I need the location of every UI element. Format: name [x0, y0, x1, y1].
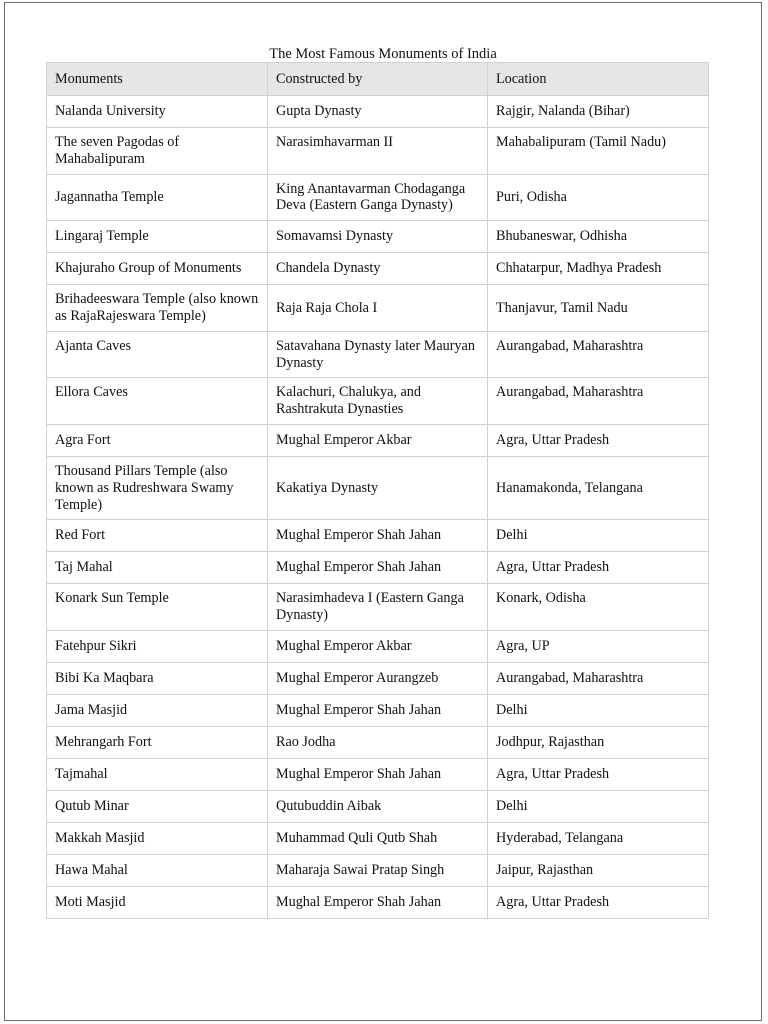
location-cell: Chhatarpur, Madhya Pradesh [488, 253, 709, 285]
page-title: The Most Famous Monuments of India [269, 46, 497, 62]
location-cell: Delhi [488, 790, 709, 822]
constructed-by-cell: Chandela Dynasty [268, 253, 488, 285]
location-cell: Agra, Uttar Pradesh [488, 424, 709, 456]
monument-cell: Khajuraho Group of Monuments [47, 253, 268, 285]
monument-cell: Ellora Caves [47, 378, 268, 425]
monument-cell: Taj Mahal [47, 552, 268, 584]
location-cell: Agra, Uttar Pradesh [488, 758, 709, 790]
monument-cell: Lingaraj Temple [47, 221, 268, 253]
monument-cell: Thousand Pillars Temple (also known as Rudreshwara Swamy Temple) [47, 456, 268, 519]
monuments-table [46, 62, 709, 919]
location-cell: Jaipur, Rajasthan [488, 854, 709, 886]
table-row [47, 424, 709, 456]
monument-cell: Qutub Minar [47, 790, 268, 822]
monument-cell: Mehrangarh Fort [47, 726, 268, 758]
document-page [4, 2, 762, 1021]
table-row [47, 221, 709, 253]
table-row [47, 694, 709, 726]
table-row [47, 96, 709, 128]
constructed-by-cell: Somavamsi Dynasty [268, 221, 488, 253]
constructed-by-cell: Mughal Emperor Shah Jahan [268, 758, 488, 790]
location-cell: Agra, Uttar Pradesh [488, 552, 709, 584]
monument-cell: The seven Pagodas of Mahabalipuram [47, 128, 268, 175]
constructed-by-cell: Kalachuri, Chalukya, and Rashtrakuta Dynasties [268, 378, 488, 425]
table-row [47, 174, 709, 221]
table-row [47, 822, 709, 854]
table-row [47, 886, 709, 918]
constructed-by-cell: Mughal Emperor Shah Jahan [268, 552, 488, 584]
constructed-by-cell: Muhammad Quli Qutb Shah [268, 822, 488, 854]
monument-cell: Fatehpur Sikri [47, 630, 268, 662]
monument-cell: Agra Fort [47, 424, 268, 456]
location-cell: Konark, Odisha [488, 584, 709, 631]
header-monuments: Monuments [47, 63, 268, 96]
constructed-by-cell: Mughal Emperor Shah Jahan [268, 694, 488, 726]
constructed-by-cell: Maharaja Sawai Pratap Singh [268, 854, 488, 886]
table-row [47, 331, 709, 378]
constructed-by-cell: Raja Raja Chola I [268, 285, 488, 332]
constructed-by-cell: Mughal Emperor Akbar [268, 630, 488, 662]
location-cell: Delhi [488, 694, 709, 726]
constructed-by-cell: Mughal Emperor Akbar [268, 424, 488, 456]
location-cell: Agra, Uttar Pradesh [488, 886, 709, 918]
constructed-by-cell: Mughal Emperor Shah Jahan [268, 520, 488, 552]
table-row [47, 128, 709, 175]
monument-cell: Moti Masjid [47, 886, 268, 918]
table-row [47, 456, 709, 519]
table-row [47, 854, 709, 886]
location-cell: Puri, Odisha [488, 174, 709, 221]
table-row [47, 584, 709, 631]
table-row [47, 662, 709, 694]
table-row [47, 758, 709, 790]
table-row [47, 726, 709, 758]
location-cell: Hanamakonda, Telangana [488, 456, 709, 519]
monument-cell: Brihadeeswara Temple (also known as RajaRajeswara Temple) [47, 285, 268, 332]
location-cell: Aurangabad, Maharashtra [488, 331, 709, 378]
constructed-by-cell: Satavahana Dynasty later Mauryan Dynasty [268, 331, 488, 378]
constructed-by-cell: Qutubuddin Aibak [268, 790, 488, 822]
table-row [47, 630, 709, 662]
constructed-by-cell: Kakatiya Dynasty [268, 456, 488, 519]
monument-cell: Jagannatha Temple [47, 174, 268, 221]
location-cell: Delhi [488, 520, 709, 552]
header-constructed-by: Constructed by [268, 63, 488, 96]
constructed-by-cell: Mughal Emperor Aurangzeb [268, 662, 488, 694]
location-cell: Thanjavur, Tamil Nadu [488, 285, 709, 332]
table-row [47, 285, 709, 332]
monument-cell: Ajanta Caves [47, 331, 268, 378]
location-cell: Agra, UP [488, 630, 709, 662]
location-cell: Aurangabad, Maharashtra [488, 662, 709, 694]
monument-cell: Red Fort [47, 520, 268, 552]
location-cell: Mahabalipuram (Tamil Nadu) [488, 128, 709, 175]
monument-cell: Bibi Ka Maqbara [47, 662, 268, 694]
location-cell: Aurangabad, Maharashtra [488, 378, 709, 425]
location-cell: Jodhpur, Rajasthan [488, 726, 709, 758]
monument-cell: Konark Sun Temple [47, 584, 268, 631]
table-row [47, 253, 709, 285]
location-cell: Rajgir, Nalanda (Bihar) [488, 96, 709, 128]
constructed-by-cell: Mughal Emperor Shah Jahan [268, 886, 488, 918]
monument-cell: Hawa Mahal [47, 854, 268, 886]
location-cell: Bhubaneswar, Odhisha [488, 221, 709, 253]
table-row [47, 520, 709, 552]
monument-cell: Jama Masjid [47, 694, 268, 726]
constructed-by-cell: Narasimhavarman II [268, 128, 488, 175]
monument-cell: Nalanda University [47, 96, 268, 128]
constructed-by-cell: Gupta Dynasty [268, 96, 488, 128]
constructed-by-cell: King Anantavarman Chodaganga Deva (Eastern Ganga Dynasty) [268, 174, 488, 221]
monument-cell: Makkah Masjid [47, 822, 268, 854]
location-cell: Hyderabad, Telangana [488, 822, 709, 854]
table-row [47, 552, 709, 584]
table-header-row [47, 63, 709, 96]
header-location: Location [488, 63, 709, 96]
table-row [47, 378, 709, 425]
monument-cell: Tajmahal [47, 758, 268, 790]
constructed-by-cell: Narasimhadeva I (Eastern Ganga Dynasty) [268, 584, 488, 631]
table-row [47, 790, 709, 822]
constructed-by-cell: Rao Jodha [268, 726, 488, 758]
